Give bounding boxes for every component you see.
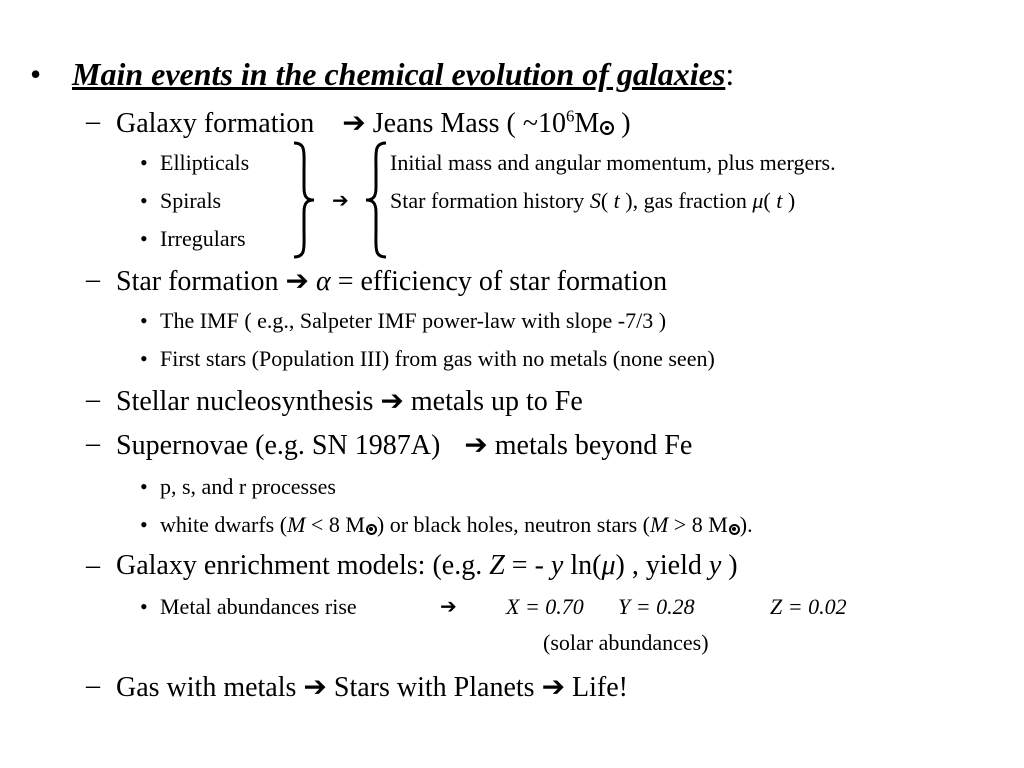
paren-open-2: ( xyxy=(763,188,777,213)
dot-processes: • xyxy=(140,474,148,499)
var-S: S xyxy=(589,188,601,213)
abundances-label: Metal abundances rise xyxy=(160,594,357,619)
dash-supernovae: – xyxy=(86,428,100,459)
dash-enrichment: – xyxy=(86,550,100,581)
gas-metals-text: Gas with metals xyxy=(116,672,297,703)
nucleosynthesis-line xyxy=(116,384,583,418)
z-abundance xyxy=(770,594,847,620)
star-formation-line xyxy=(116,264,667,298)
y-value: Y = 0.28 xyxy=(618,594,695,619)
right-arrow-icon: ➔ xyxy=(541,670,566,703)
enrichment-line xyxy=(116,550,738,582)
type-spirals: Spirals xyxy=(160,188,222,213)
dot-abundances: • xyxy=(140,594,148,619)
remnants-lt: < 8 M xyxy=(305,512,365,537)
type-ellipticals: Ellipticals xyxy=(160,150,250,175)
dot-ellipticals: • xyxy=(140,150,148,175)
paren-close: ) xyxy=(782,188,796,213)
var-mu: μ xyxy=(752,188,764,213)
y-abundance xyxy=(618,594,695,620)
right-brace-icon xyxy=(290,140,320,260)
dash-gas-metals: – xyxy=(86,670,100,701)
type-irregulars: Irregulars xyxy=(160,226,246,251)
gas-fraction-text: ), gas fraction xyxy=(619,188,753,213)
supernovae-line xyxy=(116,428,692,462)
nucleosynthesis-label: Stellar nucleosynthesis xyxy=(116,386,374,417)
dot-first-stars: • xyxy=(140,346,148,371)
heading-line xyxy=(30,56,41,93)
effect-sfh-text: Star formation history xyxy=(390,188,590,213)
dot-spirals: • xyxy=(140,188,148,213)
effect-line-2 xyxy=(390,188,795,214)
dot-remnants: • xyxy=(140,512,148,537)
jeans-close: ) xyxy=(614,108,631,139)
right-arrow-icon: ➔ xyxy=(380,384,404,417)
var-Z: Z xyxy=(489,550,505,581)
var-y: y xyxy=(550,550,564,581)
supernovae-result: metals beyond Fe xyxy=(494,430,693,461)
var-alpha: α xyxy=(316,266,331,297)
ln-text: ln( xyxy=(563,550,602,581)
sun-symbol-icon xyxy=(366,524,377,535)
solar-abundances-note: (solar abundances) xyxy=(543,630,709,655)
star-formation-label: Star formation xyxy=(116,266,279,297)
var-y-2: y xyxy=(708,550,722,581)
right-arrow-icon: ➔ xyxy=(342,106,366,139)
galaxy-formation-line xyxy=(116,106,631,140)
stars-planets-text: Stars with Planets xyxy=(333,672,535,703)
title-colon: : xyxy=(725,56,735,92)
heading-bullet: • xyxy=(30,56,42,92)
right-arrow-icon: ➔ xyxy=(285,264,309,297)
var-t-2: t xyxy=(776,188,783,213)
gas-metals-line xyxy=(116,670,628,704)
solar-mass-unit: M xyxy=(574,108,600,139)
abundances-arrow-icon: ➔ xyxy=(440,594,457,618)
dash-nucleosynthesis: – xyxy=(86,384,100,415)
processes-item: p, s, and r processes xyxy=(160,474,336,499)
sun-symbol-icon xyxy=(729,524,740,535)
var-M: M xyxy=(287,512,306,537)
life-text: Life! xyxy=(572,672,628,703)
x-abundance xyxy=(506,594,584,620)
first-stars-item: First stars (Population III) from gas with no metals (none seen) xyxy=(160,346,715,371)
remnants-pre: white dwarfs ( xyxy=(160,512,288,537)
var-M-2: M xyxy=(649,512,669,537)
yield-text: ) , yield xyxy=(615,550,709,581)
dash-star-formation: – xyxy=(86,264,100,295)
sun-symbol-icon xyxy=(600,121,614,135)
var-mu-2: μ xyxy=(601,550,616,581)
jeans-exponent: 6 xyxy=(566,106,575,126)
right-arrow-icon: ➔ xyxy=(464,428,488,461)
paren-open: ( xyxy=(600,188,614,213)
z-value: Z = 0.02 xyxy=(770,594,847,619)
eq-text: = - xyxy=(504,550,551,581)
brace-arrow-icon: ➔ xyxy=(332,188,349,212)
imf-item: The IMF ( e.g., Salpeter IMF power-law with slope -7/3 ) xyxy=(160,308,667,333)
efficiency-text: = efficiency of star formation xyxy=(330,266,668,297)
supernovae-label: Supernovae (e.g. SN 1987A) xyxy=(116,430,441,461)
page-title xyxy=(72,56,734,93)
left-brace-icon xyxy=(360,140,390,260)
enrichment-label: Galaxy enrichment models: (e.g. xyxy=(116,550,490,581)
jeans-mass-text: Jeans Mass ( ~10 xyxy=(372,108,566,139)
dash-galaxy-formation: – xyxy=(86,106,100,137)
nucleosynthesis-result: metals up to Fe xyxy=(410,386,583,417)
remnants-end: ). xyxy=(739,512,753,537)
remnants-mid: ) or black holes, neutron stars ( xyxy=(376,512,650,537)
var-t: t xyxy=(613,188,620,213)
remnants-item xyxy=(160,512,753,538)
title-text: Main events in the chemical evolution of galaxies xyxy=(72,56,726,92)
dot-imf: • xyxy=(140,308,148,333)
remnants-gt: > 8 M xyxy=(668,512,728,537)
effect-line-1: Initial mass and angular momentum, plus mergers. xyxy=(390,150,836,175)
dot-irregulars: • xyxy=(140,226,148,251)
enrichment-close: ) xyxy=(721,550,738,581)
right-arrow-icon: ➔ xyxy=(303,670,327,703)
x-value: X = 0.70 xyxy=(506,594,584,619)
galaxy-formation-label: Galaxy formation xyxy=(116,108,315,139)
